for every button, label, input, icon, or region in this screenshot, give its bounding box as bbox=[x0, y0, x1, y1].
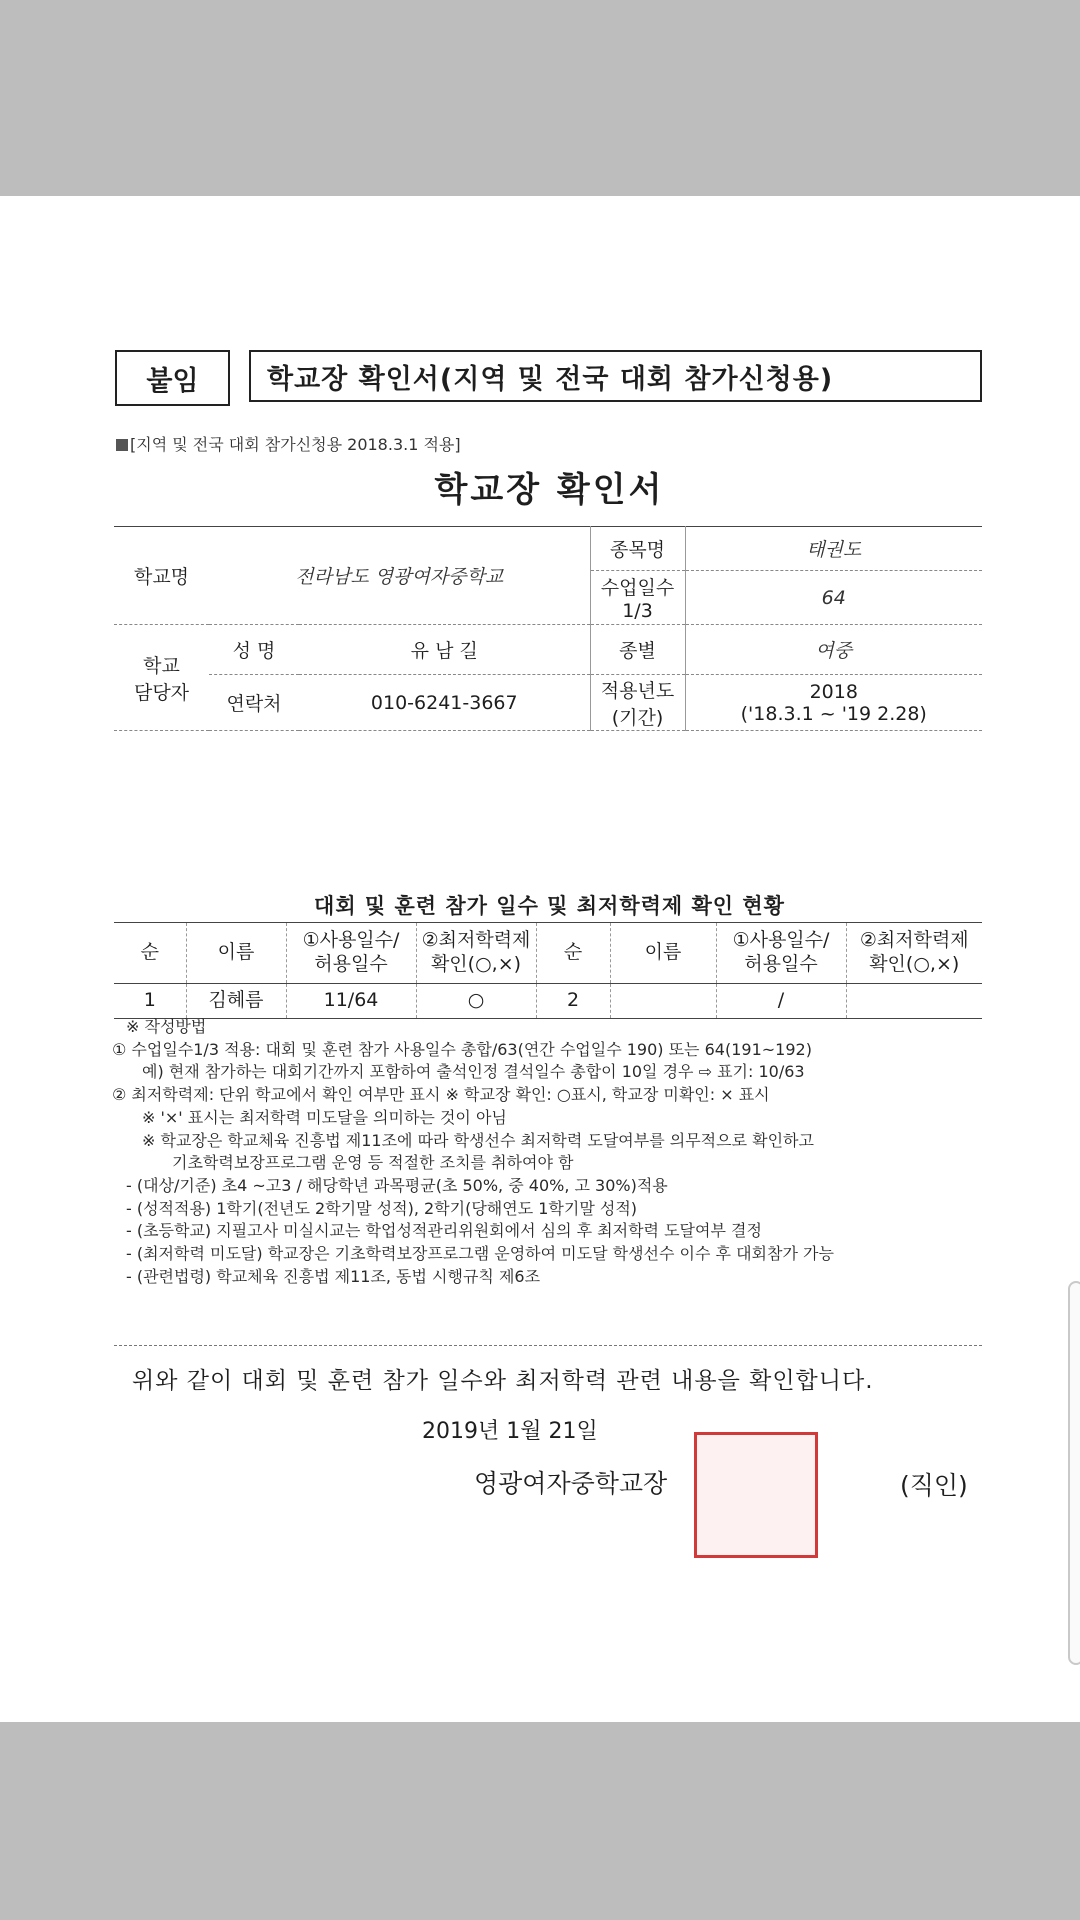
method-line: ※ '×' 표시는 최저학력 미도달을 의미하는 것이 아님 bbox=[142, 1107, 507, 1127]
table-header-row bbox=[114, 923, 982, 984]
name-label: 성 명 bbox=[209, 625, 299, 675]
event-label: 종목명 bbox=[590, 527, 685, 571]
category-value: 여중 bbox=[685, 625, 982, 675]
year-label-line2: (기간) bbox=[611, 706, 664, 729]
year-value-line2: ('18.3.1 ~ '19 2.28) bbox=[740, 702, 927, 725]
method-heading: ※ 작성방법 bbox=[126, 1017, 207, 1036]
bottom-frame bbox=[0, 1722, 1080, 1920]
row-name-right bbox=[610, 984, 716, 1019]
method-line: ① 수업일수1/3 적용: 대회 및 훈련 참가 사용일수 총합/63(연간 수업일수 190) 또는 64(191~192) bbox=[112, 1039, 812, 1059]
header-days bbox=[286, 923, 416, 984]
header-check bbox=[416, 923, 536, 984]
row-no-right: 2 bbox=[536, 984, 610, 1019]
applicability-note bbox=[116, 432, 461, 455]
participation-table bbox=[114, 922, 982, 1019]
manager-label-line2: 담당자 bbox=[133, 681, 190, 704]
method-line: - (성적적용) 1학기(전년도 2학기말 성적), 2학기(당해연도 1학기말 성적) bbox=[126, 1198, 638, 1218]
school-value: 전라남도 영광여자중학교 bbox=[209, 527, 590, 625]
method-line: 기초학력보장프로그램 운영 등 적절한 조치를 취하여야 함 bbox=[172, 1153, 574, 1173]
attachment-label: 붙임 bbox=[115, 350, 230, 406]
row-check-left: ○ bbox=[416, 984, 536, 1019]
header-check-2 bbox=[846, 923, 982, 984]
method-line: ※ 학교장은 학교체육 진흥법 제11조에 따라 학생선수 최저학력 도달여부를 의무적으로 확인하고 bbox=[142, 1130, 814, 1150]
official-seal bbox=[694, 1432, 818, 1558]
class-days-label bbox=[590, 571, 685, 625]
page-title: 학교장 확인서 bbox=[434, 470, 665, 510]
row-days-right: / bbox=[716, 984, 846, 1019]
year-label-line1: 적용년도 bbox=[600, 679, 675, 702]
document bbox=[112, 348, 987, 1500]
section-title: 대회 및 훈련 참가 일수 및 최저학력제 확인 현황 bbox=[314, 894, 785, 918]
divider bbox=[114, 1345, 982, 1346]
header-check-2-line1: ②최저학력제 bbox=[859, 929, 969, 952]
document-page bbox=[0, 196, 1080, 1722]
table-row bbox=[114, 984, 982, 1019]
square-bullet-icon bbox=[116, 439, 128, 451]
header-name: 이름 bbox=[186, 923, 286, 984]
year-value-line1: 2018 bbox=[809, 680, 858, 703]
manager-label-line1: 학교 bbox=[143, 654, 180, 677]
method-line: - (최저학력 미도달) 학교장은 기초학력보장프로그램 운영하여 미도달 학생선수 이수 후 대회참가 가능 bbox=[126, 1244, 834, 1264]
row-name-left: 김혜름 bbox=[186, 984, 286, 1019]
header-days-2-line1: ①사용일수/ bbox=[732, 929, 830, 952]
category-label: 종별 bbox=[590, 625, 685, 675]
row-days-left: 11/64 bbox=[286, 984, 416, 1019]
method-line: - (초등학교) 지필고사 미실시교는 학업성적관리위원회에서 심의 후 최저학력 도달여부 결정 bbox=[126, 1221, 762, 1241]
title-box: 학교장 확인서(지역 및 전국 대회 참가신청용) bbox=[249, 350, 982, 402]
row-check-right bbox=[846, 984, 982, 1019]
header-check-line2: 확인(○,×) bbox=[430, 953, 522, 975]
header-no-2: 순 bbox=[536, 923, 610, 984]
header-check-line1: ②최저학력제 bbox=[421, 929, 531, 952]
school-label: 학교명 bbox=[114, 527, 209, 625]
name-value: 유 남 길 bbox=[299, 625, 590, 675]
method-line: - (대상/기준) 초4 ~고3 / 해당학년 과목평균(초 50%, 중 40%, 고 30%)적용 bbox=[126, 1175, 668, 1195]
principal-signature: 영광여자중학교장 bbox=[474, 1469, 668, 1498]
top-frame bbox=[0, 0, 1080, 196]
header-row bbox=[112, 348, 987, 408]
info-table bbox=[114, 526, 982, 731]
manager-label bbox=[114, 625, 209, 731]
header-days-line1: ①사용일수/ bbox=[302, 929, 400, 952]
event-value: 태권도 bbox=[685, 527, 982, 571]
header-no: 순 bbox=[114, 923, 186, 984]
contact-value: 010-6241-3667 bbox=[299, 675, 590, 731]
edge-panel-handle[interactable] bbox=[1068, 1281, 1080, 1665]
applicability-note-text: [지역 및 전국 대회 참가신청용 2018.3.1 적용] bbox=[130, 435, 461, 454]
confirmation-statement: 위와 같이 대회 및 훈련 참가 일수와 최저학력 관련 내용을 확인합니다. bbox=[132, 1368, 874, 1394]
class-days-value: 64 bbox=[685, 571, 982, 625]
method-line: - (관련법령) 학교체육 진흥법 제11조, 동법 시행규칙 제6조 bbox=[126, 1266, 541, 1286]
header-check-2-line2: 확인(○,×) bbox=[869, 953, 960, 975]
class-days-label-line2: 1/3 bbox=[622, 600, 653, 622]
writing-method bbox=[112, 1016, 992, 1288]
seal-label: (직인) bbox=[900, 1471, 968, 1500]
header-days-2 bbox=[716, 923, 846, 984]
header-name-2: 이름 bbox=[610, 923, 716, 984]
header-days-2-line2: 허용일수 bbox=[744, 953, 818, 975]
year-value bbox=[685, 675, 982, 731]
header-days-line2: 허용일수 bbox=[314, 953, 388, 975]
contact-label: 연락처 bbox=[209, 675, 299, 731]
class-days-label-line1: 수업일수 bbox=[600, 577, 675, 599]
method-line: ② 최저학력제: 단위 학교에서 확인 여부만 표시 ※ 학교장 확인: ○표시, 학교장 미확인: × 표시 bbox=[112, 1085, 770, 1105]
issue-date: 2019년 1월 21일 bbox=[422, 1419, 598, 1444]
year-label bbox=[590, 675, 685, 731]
method-line: 예) 현재 참가하는 대회기간까지 포함하여 출석인정 결석일수 총합이 10일 경우 ⇨ 표기: 10/63 bbox=[142, 1062, 805, 1082]
row-no-left: 1 bbox=[114, 984, 186, 1019]
